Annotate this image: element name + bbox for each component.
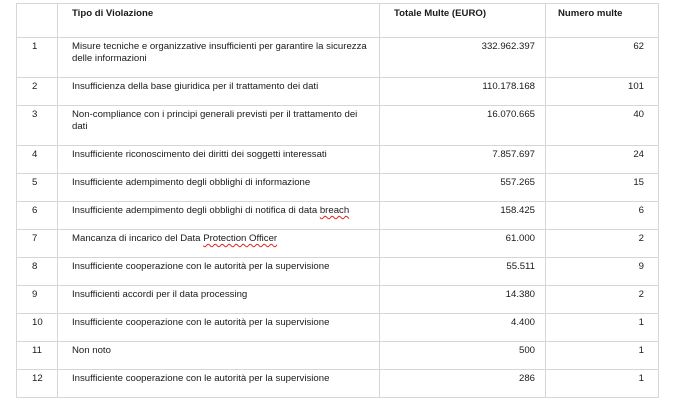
total-fines: 557.265 [380,174,546,202]
row-number: 4 [17,146,58,174]
spellcheck-marked-word: Protection Officer [203,233,278,244]
table-row [17,146,659,174]
violation-type: Insufficiente cooperazione con le autorità per la supervisione [58,314,380,342]
violation-type: Non noto [58,342,380,370]
table-row [17,342,659,370]
violation-type: Insufficienza della base giuridica per il trattamento dei dati [58,78,380,106]
row-number: 10 [17,314,58,342]
header-violation-type: Tipo di Violazione [58,4,380,38]
row-number: 6 [17,202,58,230]
violation-type: Misure tecniche e organizzative insufficienti per garantire la sicurezza delle informazioni [58,38,380,78]
fine-count: 6 [546,202,659,230]
violation-type-text: Mancanza di incarico del Data [72,233,204,244]
total-fines: 110.178.168 [380,78,546,106]
total-fines: 14.380 [380,286,546,314]
table-row [17,202,659,230]
fine-count: 1 [546,370,659,398]
header-number [17,4,58,38]
violation-type [58,202,380,230]
violation-type: Insufficiente cooperazione con le autorità per la supervisione [58,258,380,286]
fine-count: 1 [546,314,659,342]
violation-type: Insufficiente cooperazione con le autorità per la supervisione [58,370,380,398]
row-number: 11 [17,342,58,370]
violation-type: Non-compliance con i principi generali previsti per il trattamento dei dati [58,106,380,146]
table-row [17,314,659,342]
header-total-fines: Totale Multe (EURO) [380,4,546,38]
violation-type [58,230,380,258]
violation-type: Insufficiente adempimento degli obblighi di informazione [58,174,380,202]
table-row [17,38,659,78]
violation-type: Insufficiente riconoscimento dei diritti dei soggetti interessati [58,146,380,174]
fine-count: 9 [546,258,659,286]
fines-table [16,3,659,398]
total-fines: 55.511 [380,258,546,286]
fine-count: 62 [546,38,659,78]
header-row [17,4,659,38]
total-fines: 16.070.665 [380,106,546,146]
total-fines: 286 [380,370,546,398]
table-row [17,174,659,202]
total-fines: 158.425 [380,202,546,230]
violation-type: Insufficienti accordi per il data processing [58,286,380,314]
table-row [17,286,659,314]
table-row [17,370,659,398]
table-row [17,78,659,106]
fine-count: 2 [546,230,659,258]
fine-count: 40 [546,106,659,146]
fine-count: 2 [546,286,659,314]
fine-count: 15 [546,174,659,202]
fine-count: 24 [546,146,659,174]
table-row [17,106,659,146]
total-fines: 332.962.397 [380,38,546,78]
header-fine-count: Numero multe [546,4,659,38]
row-number: 12 [17,370,58,398]
violation-type-text: Insufficiente adempimento degli obblighi di notifica di data [72,205,320,216]
total-fines: 61.000 [380,230,546,258]
total-fines: 500 [380,342,546,370]
row-number: 8 [17,258,58,286]
total-fines: 4.400 [380,314,546,342]
row-number: 5 [17,174,58,202]
fine-count: 101 [546,78,659,106]
fine-count: 1 [546,342,659,370]
spellcheck-marked-word: breach [319,205,350,216]
row-number: 7 [17,230,58,258]
table-row [17,258,659,286]
total-fines: 7.857.697 [380,146,546,174]
row-number: 9 [17,286,58,314]
table-row [17,230,659,258]
row-number: 3 [17,106,58,146]
row-number: 2 [17,78,58,106]
row-number: 1 [17,38,58,78]
